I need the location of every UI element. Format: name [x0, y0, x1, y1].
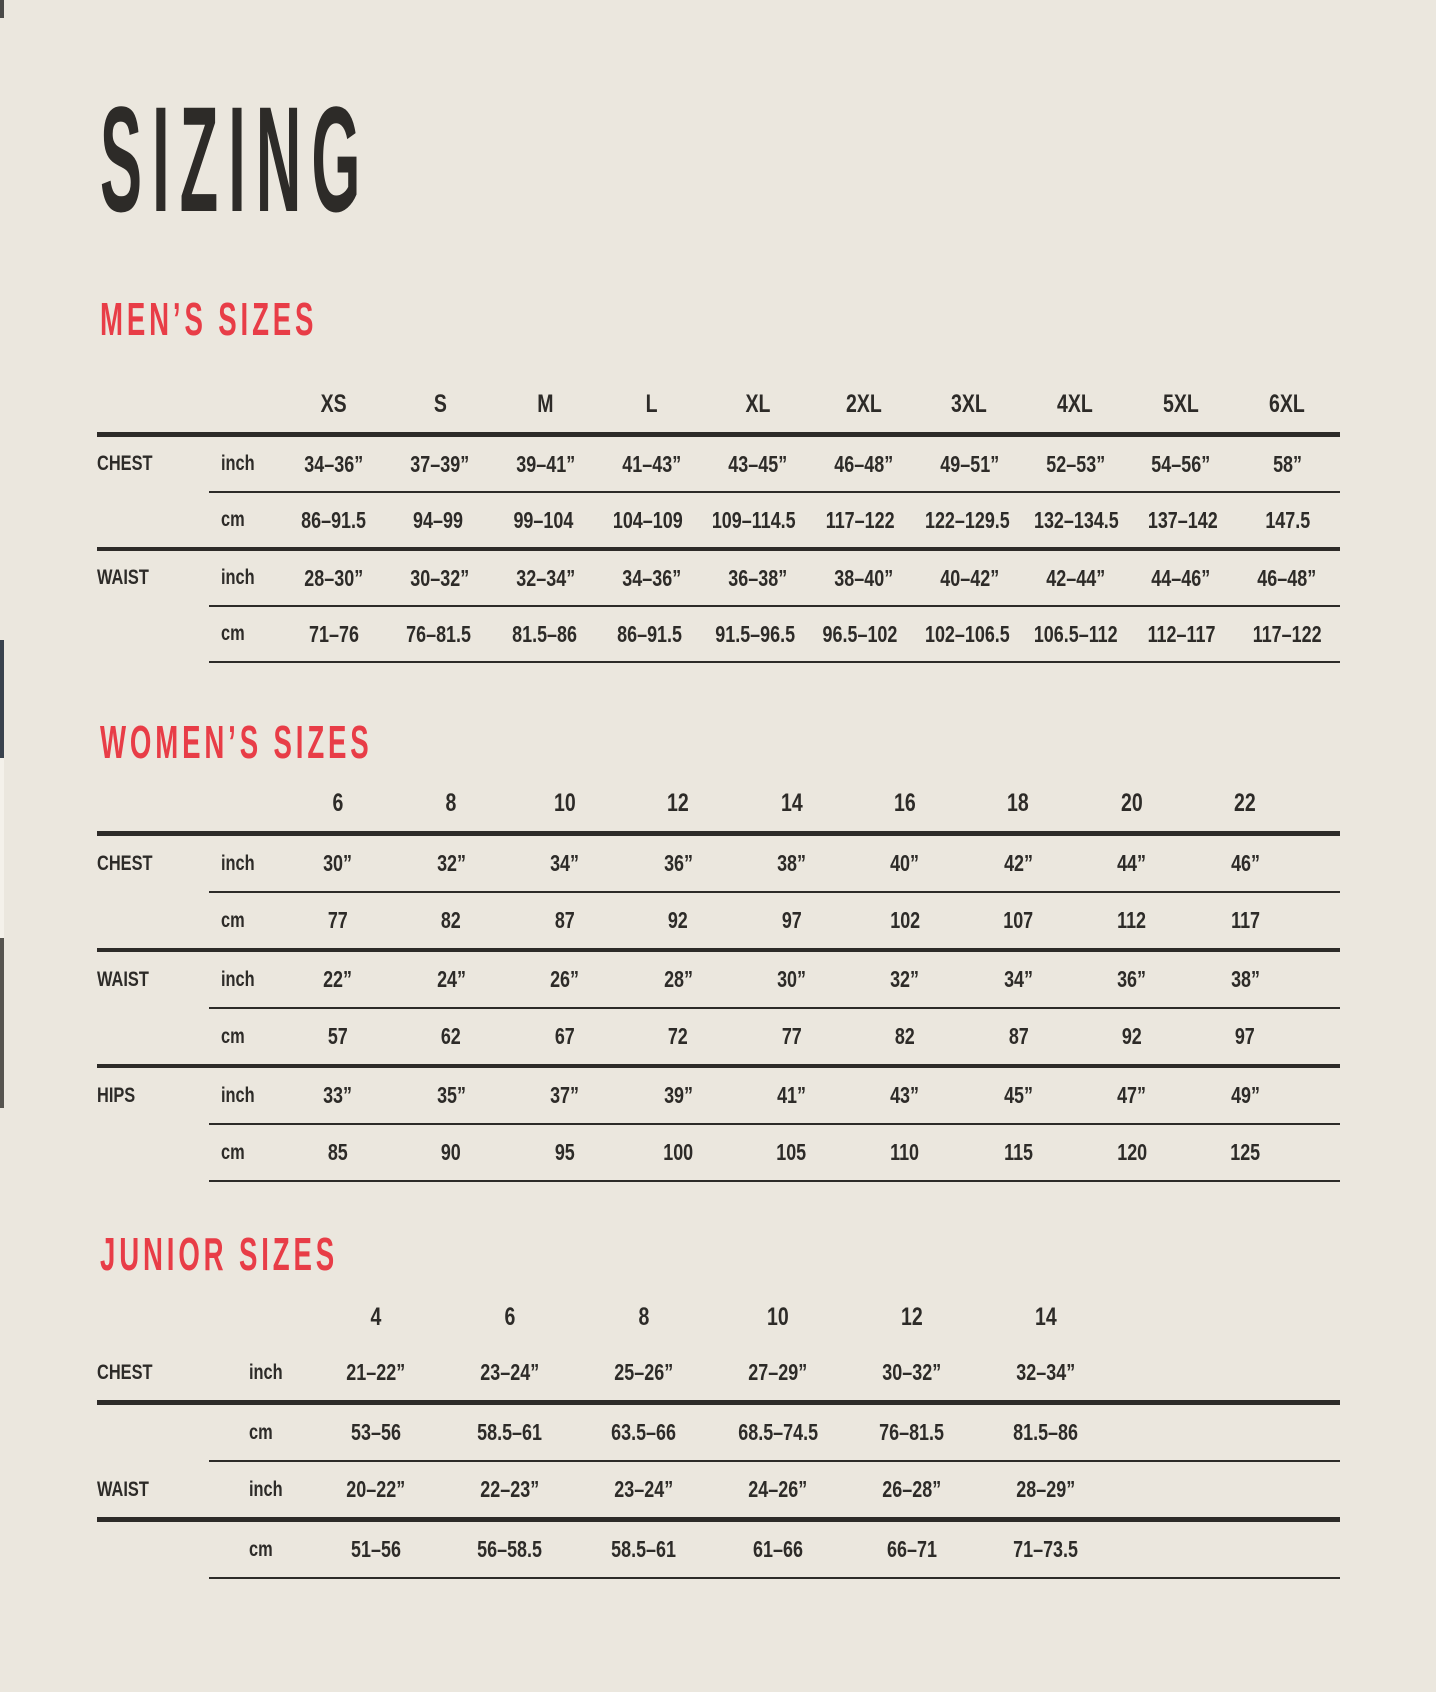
- size-header-row: [97, 1297, 1340, 1345]
- size-column-header: 3XL: [951, 389, 988, 418]
- measurement-label: CHEST: [97, 452, 153, 475]
- measurement-label: CHEST: [97, 1360, 153, 1384]
- measurement-label: WAIST: [97, 967, 149, 991]
- size-value-cell: 71–73.5: [1013, 1536, 1079, 1562]
- size-value-cell: 112: [1117, 907, 1147, 933]
- hips-inch-row: [97, 1068, 1340, 1123]
- size-column-header: XL: [745, 389, 771, 418]
- waist-cm-row: [97, 607, 1340, 661]
- page-title: SIZING: [100, 75, 371, 243]
- size-value-cell: 40”: [890, 850, 920, 876]
- mens-sizes-section: [0, 293, 1436, 663]
- size-value-cell: 61–66: [753, 1536, 803, 1562]
- size-column-header: 6: [504, 1302, 516, 1331]
- size-value-cell: 53–56: [351, 1419, 401, 1445]
- size-value-cell: 117–122: [825, 506, 895, 533]
- size-value-cell: 58.5–61: [611, 1536, 677, 1562]
- size-column-header: 8: [638, 1302, 650, 1331]
- size-value-cell: 42–44”: [1045, 564, 1105, 591]
- size-value-cell: 52–53”: [1045, 450, 1105, 477]
- size-value-cell: 32”: [890, 966, 920, 992]
- size-column-header: 14: [1035, 1302, 1057, 1331]
- size-value-cell: 41”: [777, 1082, 806, 1108]
- size-value-cell: 58.5–61: [477, 1419, 543, 1445]
- size-value-cell: 94–99: [413, 506, 464, 533]
- size-value-cell: 20–22”: [346, 1476, 406, 1502]
- empty-cell: [97, 803, 205, 811]
- size-value-cell: 87: [554, 907, 575, 933]
- size-column-header: M: [537, 389, 554, 418]
- size-value-cell: 22”: [323, 966, 353, 992]
- size-value-cell: 109–114.5: [712, 506, 797, 533]
- unit-label: cm: [221, 1024, 245, 1048]
- chest-cm-row: [97, 1405, 1340, 1460]
- edge-mark: [0, 938, 4, 1108]
- chest-cm-row: [97, 893, 1340, 948]
- size-value-cell: 30–32”: [882, 1359, 942, 1385]
- size-value-cell: 122–129.5: [924, 506, 1010, 533]
- size-header-row: [97, 384, 1340, 432]
- empty-cell: [97, 1317, 233, 1325]
- size-value-cell: 81.5–86: [1013, 1419, 1079, 1445]
- measurement-label: CHEST: [97, 851, 153, 875]
- size-value-cell: 40–42”: [939, 564, 999, 591]
- size-value-cell: 77: [781, 1023, 802, 1049]
- size-value-cell: 85: [327, 1139, 348, 1165]
- size-value-cell: 72: [668, 1023, 689, 1049]
- hips-cm-row: [97, 1125, 1340, 1180]
- size-value-cell: 30”: [777, 966, 806, 992]
- size-value-cell: 34–36”: [622, 564, 682, 591]
- size-value-cell: 28–30”: [304, 564, 364, 591]
- size-value-cell: 38”: [1230, 966, 1260, 992]
- size-value-cell: 66–71: [887, 1536, 937, 1562]
- size-value-cell: 67: [554, 1023, 575, 1049]
- size-value-cell: 102–106.5: [925, 620, 1010, 647]
- size-value-cell: 24”: [436, 966, 466, 992]
- size-value-cell: 46”: [1230, 850, 1260, 876]
- size-value-cell: 71–76: [308, 620, 359, 647]
- size-value-cell: 92: [1121, 1023, 1142, 1049]
- size-column-header: 2XL: [845, 389, 882, 418]
- size-value-cell: 47”: [1117, 1082, 1147, 1108]
- size-value-cell: 33”: [323, 1082, 353, 1108]
- junior-sizes-section: [0, 1228, 1436, 1579]
- size-value-cell: 23–24”: [480, 1359, 540, 1385]
- unit-label: inch: [249, 1477, 283, 1501]
- unit-label: inch: [221, 967, 255, 991]
- empty-cell: [233, 1317, 309, 1325]
- size-column-header: 14: [780, 788, 803, 817]
- waist-cm-row: [97, 1009, 1340, 1064]
- size-value-cell: 107: [1003, 907, 1034, 933]
- size-value-cell: 68.5–74.5: [738, 1419, 818, 1445]
- size-value-cell: 102: [889, 907, 920, 933]
- size-value-cell: 49”: [1230, 1082, 1260, 1108]
- waist-inch-row: [97, 551, 1340, 605]
- size-value-cell: 87: [1008, 1023, 1029, 1049]
- size-column-header: 18: [1007, 788, 1030, 817]
- size-column-header: 5XL: [1163, 389, 1200, 418]
- measurement-label: WAIST: [97, 1477, 149, 1501]
- size-value-cell: 39”: [663, 1082, 693, 1108]
- waist-inch-row: [97, 952, 1340, 1007]
- size-value-cell: 26–28”: [882, 1476, 942, 1502]
- size-value-cell: 34”: [550, 850, 580, 876]
- size-value-cell: 56–58.5: [477, 1536, 543, 1562]
- size-value-cell: 125: [1230, 1139, 1261, 1165]
- size-value-cell: 35”: [436, 1082, 466, 1108]
- size-value-cell: 43”: [890, 1082, 920, 1108]
- size-value-cell: 91.5–96.5: [715, 620, 795, 647]
- size-value-cell: 37”: [550, 1082, 580, 1108]
- womens-sizes-section: [0, 716, 1436, 1182]
- size-value-cell: 117–122: [1252, 620, 1322, 647]
- size-value-cell: 90: [441, 1139, 462, 1165]
- size-value-cell: 38–40”: [834, 564, 893, 591]
- size-value-cell: 38”: [777, 850, 806, 876]
- size-value-cell: 44”: [1117, 850, 1147, 876]
- size-value-cell: 34–36”: [304, 450, 364, 477]
- size-value-cell: 82: [894, 1023, 915, 1049]
- size-value-cell: 43–45”: [728, 450, 787, 477]
- size-value-cell: 27–29”: [748, 1359, 808, 1385]
- size-value-cell: 49–51”: [939, 450, 999, 477]
- size-column-header: 16: [894, 788, 916, 817]
- unit-label: inch: [221, 452, 255, 475]
- womens-sizes-heading: WOMEN’S SIZES: [100, 716, 373, 768]
- size-value-cell: 100: [663, 1139, 694, 1165]
- size-value-cell: 62: [441, 1023, 462, 1049]
- size-value-cell: 137–142: [1147, 506, 1218, 533]
- size-column-header: 6: [332, 788, 344, 817]
- size-column-header: 10: [767, 1302, 789, 1331]
- size-value-cell: 58”: [1272, 450, 1302, 477]
- unit-label: inch: [221, 851, 255, 875]
- size-value-cell: 25–26”: [614, 1359, 674, 1385]
- unit-label: inch: [249, 1360, 283, 1384]
- left-edge-artifact: [0, 0, 4, 1692]
- size-value-cell: 44–46”: [1151, 564, 1211, 591]
- size-value-cell: 97: [1235, 1023, 1256, 1049]
- size-value-cell: 36–38”: [728, 564, 787, 591]
- size-value-cell: 21–22”: [346, 1359, 406, 1385]
- size-value-cell: 112–117: [1148, 620, 1216, 647]
- size-value-cell: 106.5–112: [1033, 620, 1118, 647]
- size-column-header: 6XL: [1269, 389, 1305, 418]
- size-value-cell: 110: [890, 1139, 920, 1165]
- size-value-cell: 81.5–86: [511, 620, 577, 647]
- size-value-cell: 97: [781, 907, 802, 933]
- size-value-cell: 104–109: [613, 506, 683, 533]
- size-column-header: 10: [553, 788, 576, 817]
- size-value-cell: 86–91.5: [617, 620, 683, 647]
- edge-mark: [0, 640, 4, 758]
- unit-label: cm: [249, 1537, 273, 1561]
- chest-inch-row: [97, 437, 1340, 491]
- measurement-label: HIPS: [97, 1083, 136, 1107]
- size-column-header: S: [433, 389, 447, 418]
- size-value-cell: 22–23”: [480, 1476, 540, 1502]
- size-value-cell: 95: [554, 1139, 575, 1165]
- size-value-cell: 26”: [550, 966, 580, 992]
- table-rule: [209, 1180, 1340, 1182]
- size-value-cell: 117: [1230, 907, 1260, 933]
- size-value-cell: 32–34”: [1016, 1359, 1076, 1385]
- size-value-cell: 105: [776, 1139, 807, 1165]
- size-column-header: L: [645, 389, 658, 418]
- size-value-cell: 92: [668, 907, 689, 933]
- size-value-cell: 32–34”: [516, 564, 576, 591]
- edge-mark: [0, 0, 4, 18]
- waist-inch-row: [97, 1462, 1340, 1517]
- empty-cell: [97, 404, 205, 412]
- table-rule: [209, 661, 1340, 663]
- unit-label: cm: [221, 508, 245, 531]
- size-value-cell: 41–43”: [622, 450, 682, 477]
- size-column-header: 20: [1120, 788, 1143, 817]
- size-column-header: 4XL: [1057, 389, 1094, 418]
- size-value-cell: 86–91.5: [301, 506, 366, 533]
- size-value-cell: 34”: [1003, 966, 1033, 992]
- size-value-cell: 51–56: [351, 1536, 401, 1562]
- size-value-cell: 54–56”: [1151, 450, 1211, 477]
- size-value-cell: 46–48”: [834, 450, 893, 477]
- size-value-cell: 120: [1116, 1139, 1147, 1165]
- size-column-header: 8: [445, 788, 457, 817]
- chest-cm-row: [97, 493, 1340, 547]
- mens-sizes-table: [97, 384, 1340, 663]
- size-value-cell: 115: [1003, 1139, 1033, 1165]
- table-rule: [209, 1577, 1340, 1579]
- size-column-header: XS: [320, 389, 347, 418]
- size-header-row: [97, 783, 1340, 831]
- unit-label: inch: [221, 1083, 255, 1107]
- size-value-cell: 76–81.5: [406, 620, 472, 647]
- junior-sizes-table: [97, 1297, 1340, 1579]
- junior-sizes-heading: JUNIOR SIZES: [100, 1228, 339, 1280]
- size-value-cell: 76–81.5: [879, 1419, 945, 1445]
- size-value-cell: 42”: [1003, 850, 1033, 876]
- unit-label: cm: [221, 1140, 245, 1164]
- size-value-cell: 28–29”: [1016, 1476, 1076, 1502]
- size-column-header: 4: [370, 1302, 382, 1331]
- unit-label: inch: [221, 566, 255, 589]
- size-column-header: 12: [901, 1302, 923, 1331]
- size-value-cell: 30”: [323, 850, 353, 876]
- size-value-cell: 36”: [1117, 966, 1147, 992]
- size-value-cell: 30–32”: [410, 564, 470, 591]
- size-value-cell: 63.5–66: [611, 1419, 677, 1445]
- size-value-cell: 39–41”: [516, 450, 576, 477]
- waist-cm-row: [97, 1522, 1340, 1577]
- size-column-header: 22: [1234, 788, 1257, 817]
- size-value-cell: 147.5: [1265, 506, 1310, 533]
- size-value-cell: 36”: [663, 850, 693, 876]
- size-value-cell: 46–48”: [1257, 564, 1317, 591]
- size-column-header: 12: [667, 788, 689, 817]
- size-value-cell: 132–134.5: [1033, 506, 1119, 533]
- womens-sizes-table: [97, 783, 1340, 1182]
- size-value-cell: 82: [441, 907, 462, 933]
- unit-label: cm: [249, 1420, 273, 1444]
- unit-label: cm: [221, 908, 245, 932]
- empty-cell: [205, 404, 281, 412]
- size-value-cell: 32”: [436, 850, 466, 876]
- size-value-cell: 28”: [663, 966, 693, 992]
- size-value-cell: 24–26”: [748, 1476, 808, 1502]
- edge-mark: [0, 758, 4, 938]
- size-value-cell: 37–39”: [410, 450, 470, 477]
- size-value-cell: 96.5–102: [823, 620, 898, 647]
- chest-inch-row: [97, 836, 1340, 891]
- size-value-cell: 45”: [1003, 1082, 1033, 1108]
- size-value-cell: 99–104: [513, 506, 574, 533]
- mens-sizes-heading: MEN’S SIZES: [100, 293, 318, 345]
- chest-inch-row: [97, 1345, 1340, 1400]
- size-value-cell: 77: [327, 907, 348, 933]
- size-value-cell: 23–24”: [614, 1476, 674, 1502]
- unit-label: cm: [221, 622, 245, 645]
- measurement-label: WAIST: [97, 566, 149, 589]
- empty-cell: [205, 803, 281, 811]
- size-value-cell: 57: [327, 1023, 348, 1049]
